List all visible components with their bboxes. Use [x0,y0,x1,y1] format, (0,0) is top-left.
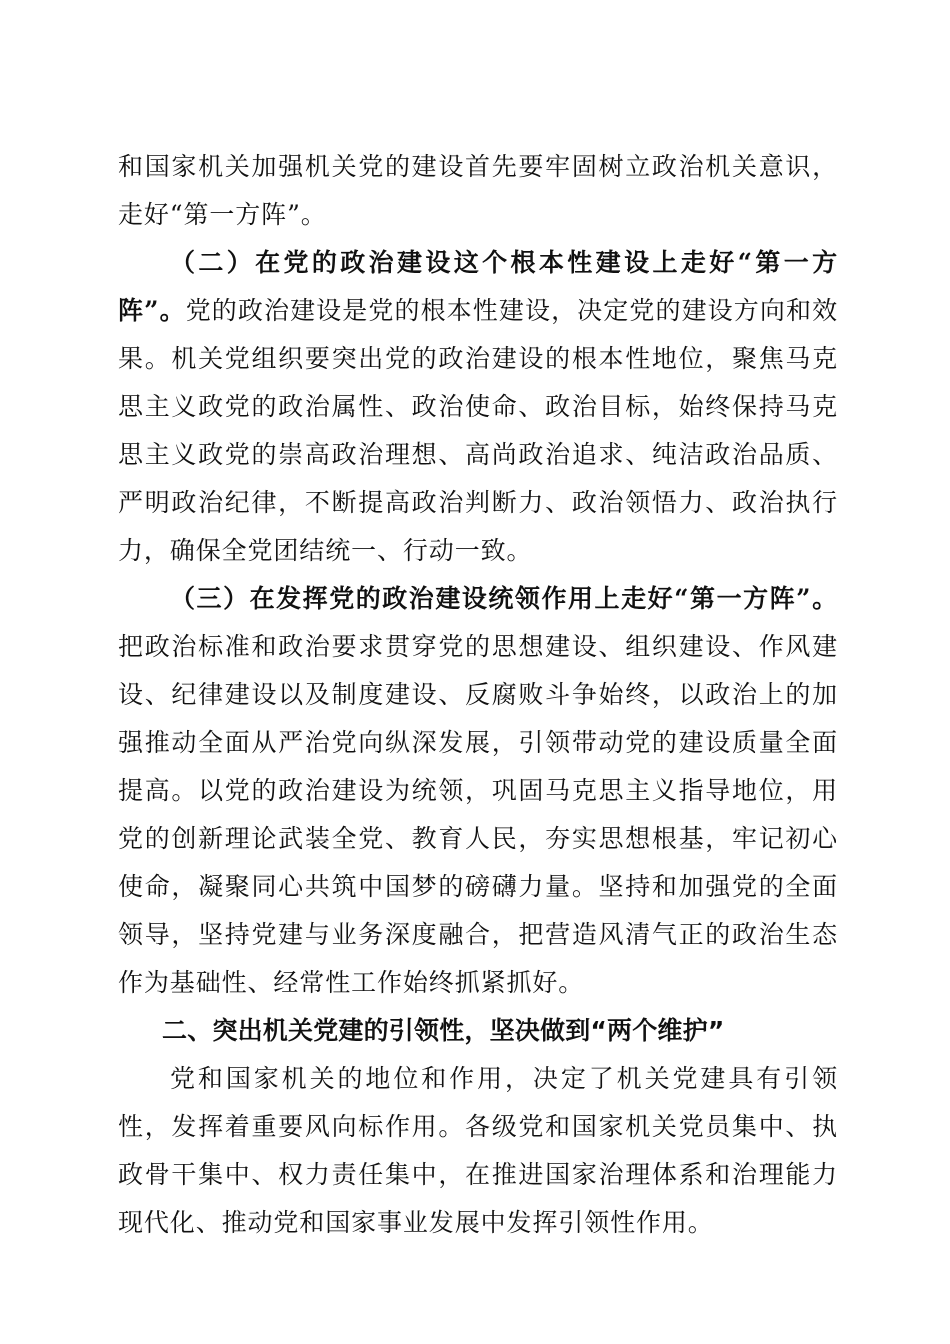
paragraph-continuation [118,143,838,239]
section-two-lead: （二）在党的政治建设这个根本性建设上走好“第一方阵”。 [118,248,838,325]
section-two-body: 党的政治建设是党的根本性建设，决定党的建设方向和效果。机关党组织要突出党的政治建设的根本性地位，聚焦马克思主义政党的政治属性、政治使命、政治目标，始终保持马克思主义政党的崇高政治理想、高尚政治追求、纯洁政治品质、严明政治纪律，不断提高政治判断力、政治领悟力、政治执行力，确保全党团结统一、行动一致。 [118,296,838,565]
paragraph-text: 和国家机关加强机关党的建设首先要牢固树立政治机关意识，走好“第一方阵”。 [118,152,838,229]
section-three-body: 把政治标准和政治要求贯穿党的思想建设、组织建设、作风建设、纪律建设以及制度建设、反腐败斗争始终，以政治上的加强推动全面从严治党向纵深发展，引领带动党的建设质量全面提高。以党的政治建设为统领，巩固马克思主义指导地位，用党的创新理论武装全党、教育人民，夯实思想根基，牢记初心使命，凝聚同心共筑中国梦的磅礴力量。坚持和加强党的全面领导，坚持党建与业务深度融合，把营造风清气正的政治生态作为基础性、经常性工作始终抓紧抓好。 [118,632,838,997]
section-three-lead: （三）在发挥党的政治建设统领作用上走好“第一方阵”。 [170,584,838,613]
heading-part-two: 二、突出机关党建的引领性，坚决做到“两个维护” [162,1016,725,1045]
paragraph-section-two [118,239,838,575]
document-page [118,143,838,1247]
paragraph-section-three [118,575,838,1007]
paragraph-part-two [118,1055,838,1247]
paragraph-text: 党和国家机关的地位和作用，决定了机关党建具有引领性，发挥着重要风向标作用。各级党和国家机关党员集中、执政骨干集中、权力责任集中，在推进国家治理体系和治理能力现代化、推动党和国家事业发展中发挥引领性作用。 [118,1064,838,1237]
